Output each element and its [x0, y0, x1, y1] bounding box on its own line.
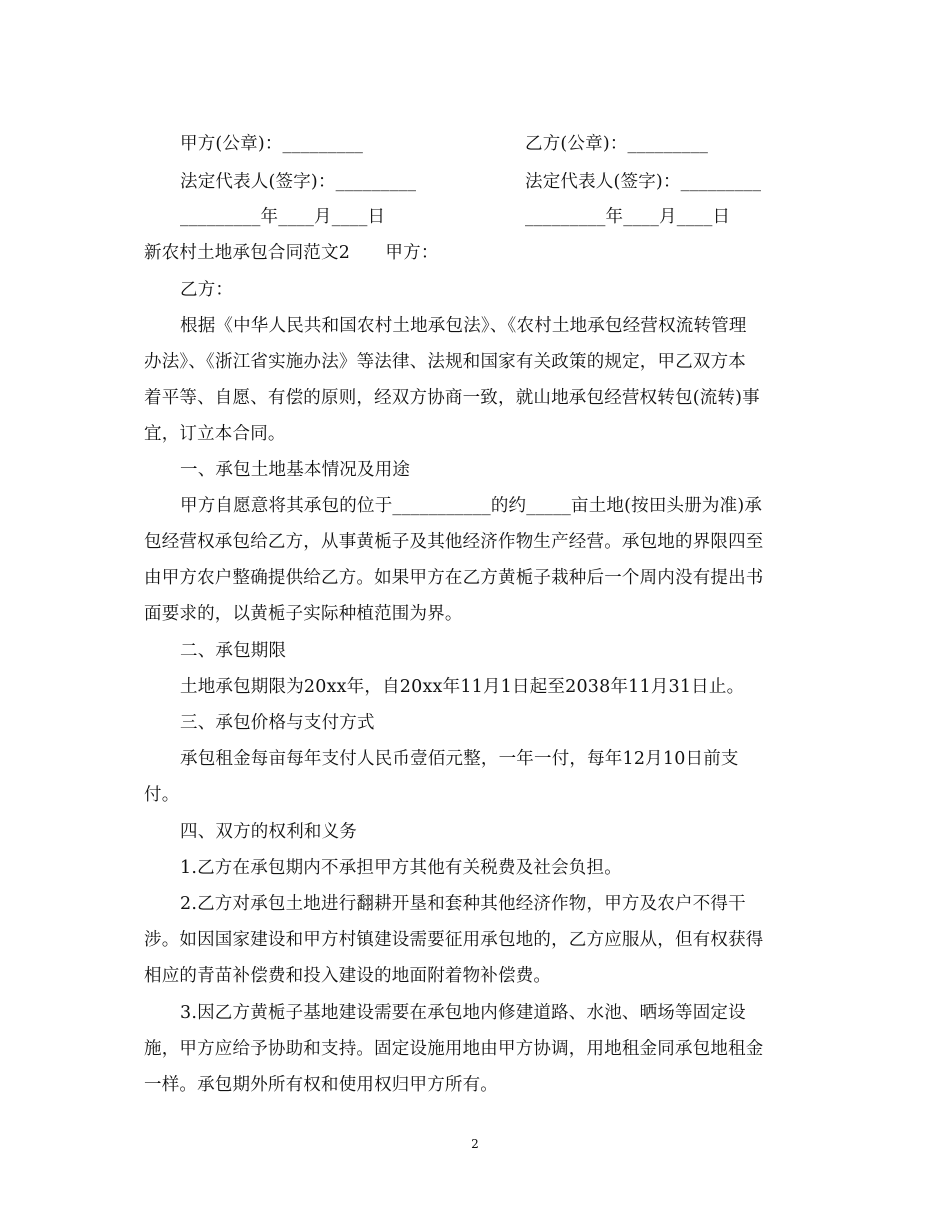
- item-2-line-1: 2.乙方对承包土地进行翻耕开垦和套种其他经济作物，甲方及农户不得干: [180, 894, 746, 914]
- item-3-line-3: 一样。承包期外所有权和使用权归甲方所有。: [144, 1075, 498, 1095]
- section-1-line-3: 由甲方农户整确提供给乙方。如果甲方在乙方黄栀子栽种后一个周内没有提出书: [144, 568, 764, 588]
- section-3-heading: 三、承包价格与支付方式: [180, 713, 375, 733]
- party-b-seal-line: 乙方(公章)：_________: [525, 134, 709, 154]
- section-3-line-1: 承包租金每亩每年支付人民币壹佰元整，一年一付，每年12月10日前支: [180, 749, 739, 769]
- section-3-line-2: 付。: [144, 785, 180, 805]
- section-2-body: 土地承包期限为20xx年，自20xx年11月1日起至2038年11月31日止。: [180, 677, 745, 697]
- contract-title-line: 新农村土地承包合同范文2 甲方：: [144, 243, 439, 263]
- section-1-line-4: 面要求的，以黄栀子实际种植范围为界。: [144, 604, 463, 624]
- section-1-heading: 一、承包土地基本情况及用途: [180, 460, 411, 480]
- section-2-heading: 二、承包期限: [180, 641, 287, 661]
- preamble-line-3: 着平等、自愿、有偿的原则，经双方协商一致，就山地承包经营权转包(流转)事: [144, 388, 760, 408]
- preamble-line-4: 宜，订立本合同。: [144, 424, 286, 444]
- preamble-line-2: 办法》、《浙江省实施办法》等法律、法规和国家有关政策的规定，甲乙双方本: [144, 352, 746, 372]
- party-b-line: 乙方：: [180, 280, 234, 300]
- party-b-representative-line: 法定代表人(签字)：_________: [525, 172, 762, 192]
- item-3-line-1: 3.因乙方黄栀子基地建设需要在承包地内修建道路、水池、晒场等固定设: [180, 1003, 746, 1023]
- preamble-line-1: 根据《中华人民共和国农村土地承包法》、《农村土地承包经营权流转管理: [180, 316, 747, 336]
- party-a-seal-line: 甲方(公章)：_________: [180, 134, 364, 154]
- item-1: 1.乙方在承包期内不承担甲方其他有关税费及社会负担。: [180, 858, 622, 878]
- item-2-line-3: 相应的青苗补偿费和投入建设的地面附着物补偿费。: [144, 966, 552, 986]
- section-4-heading: 四、双方的权利和义务: [180, 822, 357, 842]
- item-2-line-2: 涉。如因国家建设和甲方村镇建设需要征用承包地的，乙方应服从，但有权获得: [144, 930, 764, 950]
- page-number: 2: [471, 1137, 479, 1151]
- party-a-representative-line: 法定代表人(签字)：_________: [180, 172, 417, 192]
- item-3-line-2: 施，甲方应给予协助和支持。固定设施用地由甲方协调，用地租金同承包地租金: [144, 1039, 764, 1059]
- section-1-line-1: 甲方自愿意将其承包的位于___________的约_____亩土地(按田头册为准)承: [180, 496, 763, 516]
- party-a-date-line: _________年____月____日: [180, 207, 386, 227]
- party-b-date-line: _________年____月____日: [525, 207, 731, 227]
- section-1-line-2: 包经营权承包给乙方，从事黄栀子及其他经济作物生产经营。承包地的界限四至: [144, 532, 764, 552]
